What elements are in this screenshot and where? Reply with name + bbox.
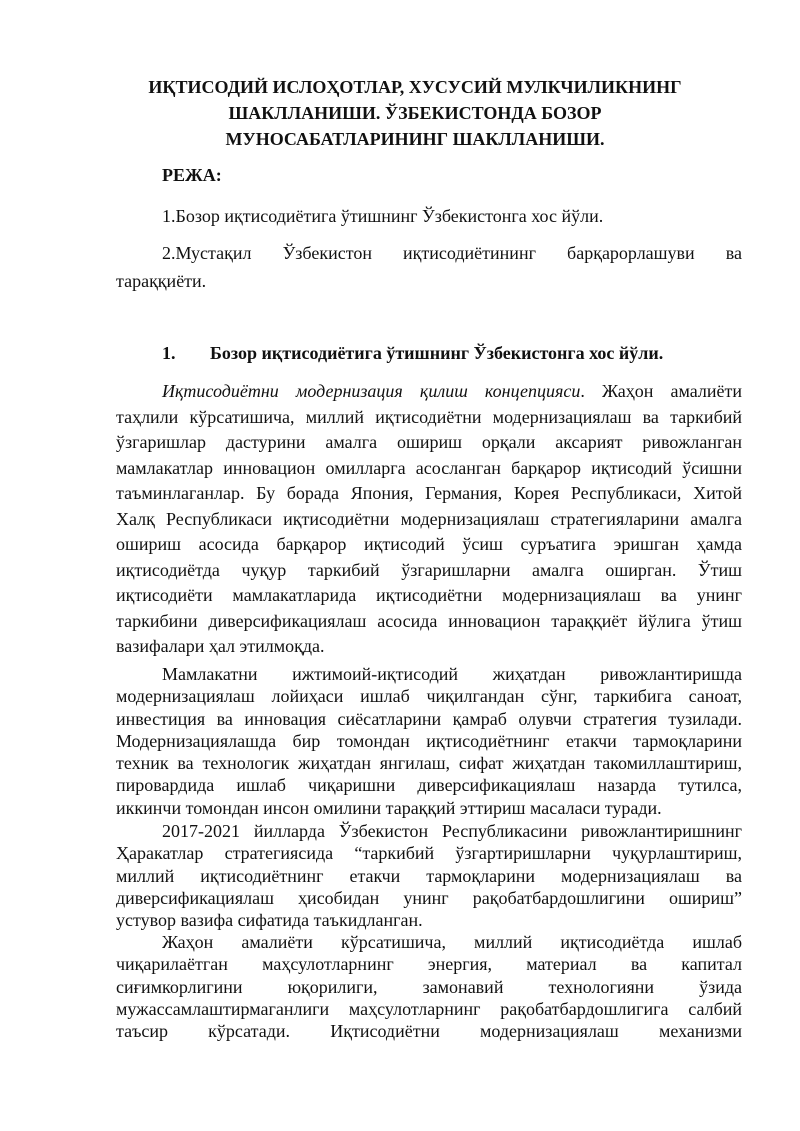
plan-item-2 bbox=[116, 239, 742, 295]
section-heading bbox=[162, 341, 663, 365]
paragraph-line: сиғимкорлигини юқорилиги, замонавий технологияни ўзида bbox=[116, 976, 742, 997]
paragraph-line: устувор вазифа сифатида таъкидланган. bbox=[116, 910, 423, 931]
paragraph-line: Модернизациялашда бир томондан иқтисодиётнинг етакчи тармоқларини bbox=[116, 730, 742, 751]
paragraph-line bbox=[116, 379, 742, 405]
paragraph-line: чиқарилаётган маҳсулотларнинг энергия, материал ва капитал bbox=[116, 954, 742, 975]
paragraph-line: таркибини диверсификациялаш асосида инновацион тараққиёт йўлига ўтиш bbox=[116, 610, 742, 631]
paragraph-line: мамлакатлар инновацион омилларга асосланган барқарор иқтисодий ўсишни bbox=[116, 457, 742, 478]
title-line: МУНОСАБАТЛАРИНИНГ ШАКЛЛАНИШИ. bbox=[225, 129, 605, 149]
paragraph bbox=[116, 379, 742, 660]
plan-item-1: 1.Бозор иқтисодиётига ўтишнинг Ўзбекистонга хос йўли. bbox=[162, 206, 604, 226]
paragraph bbox=[116, 931, 742, 1042]
paragraph-line: пировардида ишлаб чиқаришни диверсификациялаш назарда тутилса, bbox=[116, 775, 742, 796]
paragraph-line: ўзгаришлар дастурини амалга ошириш орқали аксарият ривожланган bbox=[116, 432, 742, 452]
plan-word: иқтисодиётининг bbox=[403, 243, 536, 263]
plan-item-2-line: тараққиёти. bbox=[116, 271, 207, 291]
paragraph bbox=[116, 820, 742, 931]
paragraph-line: Ҳаракатлар стратегиясида “таркибий ўзгартиришларни чуқурлаштириш, bbox=[116, 843, 742, 864]
paragraph-line: Мамлакатни ижтимоий-иқтисодий жиҳатдан ривожлантиришда bbox=[162, 664, 742, 684]
paragraph-line: Жаҳон амалиёти кўрсатишича, миллий иқтисодиётда ишлаб bbox=[162, 932, 742, 952]
plan-heading: РЕЖА: bbox=[162, 165, 222, 185]
paragraph-line: инвестиция ва инновация сиёсатларини қамраб олувчи стратегия тузилади. bbox=[116, 708, 742, 729]
paragraph-line: модернизациялаш лойиҳаси ишлаб чиқилгандан сўнг, таркибига саноат, bbox=[116, 686, 742, 707]
title-line: ШАКЛЛАНИШИ. ЎЗБЕКИСТОНДА БОЗОР bbox=[228, 103, 602, 123]
plan-word: барқарорлашуви bbox=[567, 243, 695, 263]
document-title bbox=[100, 74, 730, 152]
paragraph-line: иқтисодиётда чуқур таркибий ўзгаришларни амалга оширган. Ўтиш bbox=[116, 559, 742, 580]
paragraph-line: ошириш асосида барқарор иқтисодий ўсиш суръатига эришган ҳамда bbox=[116, 534, 742, 554]
paragraph-line: миллий иқтисодиётнинг етакчи тармоқларини модернизациялаш ва bbox=[116, 865, 742, 886]
paragraph-line: 2017-2021 йилларда Ўзбекистон Республикасини ривожлантиришнинг bbox=[162, 821, 742, 841]
paragraph-line: таъсир кўрсатади. Иқтисодиётни модернизациялаш механизми bbox=[116, 1021, 742, 1042]
paragraph-line: иқтисодиёти мамлакатларида иқтисодиётни модернизациялаш ва унинг bbox=[116, 585, 742, 605]
plan-item-2-line bbox=[116, 239, 742, 267]
plan-word: ва bbox=[725, 243, 742, 263]
title-line: ИҚТИСОДИЙ ИСЛОҲОТЛАР, ХУСУСИЙ МУЛКЧИЛИКНИНГ bbox=[148, 77, 682, 97]
paragraph-line: диверсификациялаш ҳисобидан унинг рақобатбардошлигини ошириш” bbox=[116, 887, 742, 908]
paragraph-line: мужассамлаштирмаганлиги маҳсулотларнинг рақобатбардошлигига салбий bbox=[116, 998, 742, 1019]
plan-word: 2.Мустақил bbox=[162, 243, 252, 263]
paragraph bbox=[116, 663, 742, 819]
section-title: Бозор иқтисодиётига ўтишнинг Ўзбекистонга хос йўли. bbox=[210, 343, 664, 363]
paragraph-line: таҳлили кўрсатишича, миллий иқтисодиётни модернизациялаш ва таркибий bbox=[116, 406, 742, 427]
paragraph-line: вазифалари ҳал этилмоқда. bbox=[116, 636, 325, 656]
paragraph-line: техник ва технологик жиҳатдан янгилаш, сифат жиҳатдан такомиллаштириш, bbox=[116, 753, 742, 774]
paragraph-line: иккинчи томондан инсон омилини тараққий эттириш масаласи туради. bbox=[116, 797, 662, 818]
italic-term: Иқтисодиётни модернизация қилиш концепцияси bbox=[162, 381, 581, 401]
paragraph-line: таъминлаганлар. Бу борада Япония, Германия, Корея Республикаси, Хитой bbox=[116, 483, 742, 503]
section-number: 1. bbox=[162, 343, 176, 363]
paragraph-line: Халқ Республикаси иқтисодиётни модернизациялаш стратегияларини амалга bbox=[116, 508, 742, 529]
plan-word: Ўзбекистон bbox=[282, 243, 372, 263]
line-text: . Жаҳон амалиёти bbox=[580, 381, 742, 401]
